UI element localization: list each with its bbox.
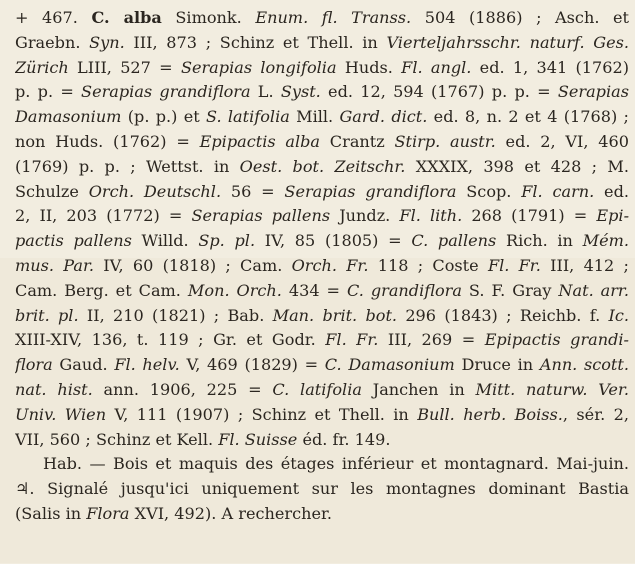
italic-citation: C. grandiflora: [347, 280, 462, 300]
text-run: III, 412 ;: [540, 255, 629, 275]
text-line: [15, 80, 629, 105]
text-run: XVI, 492). A rechercher.: [129, 503, 333, 523]
italic-citation: Zürich: [15, 57, 69, 77]
text-line: [15, 403, 629, 428]
italic-citation: Oest. bot. Zeitschr.: [239, 156, 406, 176]
text-run: ed. 8, n. 2 et 4 (1768) ;: [427, 107, 629, 127]
text-line: [15, 105, 629, 130]
species-name: C. alba: [91, 8, 162, 27]
italic-citation: C. Damasonium: [324, 355, 455, 375]
italic-citation: Vierteljahrsschr. naturf. Ges.: [386, 32, 629, 52]
text-line: [15, 229, 629, 254]
italic-citation: Fl. helv.: [114, 355, 180, 375]
italic-citation: Ann. scott.: [539, 355, 629, 375]
text-line: [15, 452, 629, 477]
text-run: Simonk.: [161, 8, 256, 27]
text-run: V, 469 (1829) =: [179, 355, 325, 375]
text-run: 268 (1791) =: [462, 206, 597, 226]
italic-citation: Serapias grandiflora: [284, 181, 457, 201]
italic-citation: Orch. Fr.: [291, 255, 369, 275]
text-run: III, 269 =: [378, 330, 485, 350]
text-run: 504 (1886) ; Asch. et: [411, 8, 629, 27]
italic-citation: Stirp. austr.: [394, 131, 496, 151]
text-run: p. p. =: [15, 82, 82, 102]
italic-citation: S. latifolia: [206, 107, 290, 127]
italic-citation: Flora: [86, 503, 130, 523]
text-run: Huds.: [336, 57, 402, 77]
italic-citation: Fl. Fr.: [325, 330, 379, 350]
italic-citation: flora: [15, 355, 53, 375]
text-run: VII, 560 ; Schinz et Kell.: [15, 429, 219, 449]
text-line: [15, 428, 629, 453]
italic-citation: C. pallens: [411, 231, 497, 251]
text-run: 118 ; Coste: [368, 255, 488, 275]
text-run: 296 (1843) ; Reichb. f.: [397, 305, 609, 325]
text-run: ann. 1906, 225 =: [92, 379, 273, 399]
text-line: [15, 130, 629, 155]
italic-citation: Bull. herb. Boiss.: [417, 404, 563, 424]
italic-citation: Fl. angl.: [401, 57, 472, 77]
text-run: XXXIX, 398 et 428 ; M.: [405, 156, 629, 176]
italic-citation: Mém.: [582, 231, 629, 251]
text-run: Cam. Berg. et Cam.: [15, 280, 188, 300]
text-run: (Salis in: [15, 503, 87, 523]
text-run: (1769) p. p. ; Wettst. in: [15, 156, 240, 176]
italic-citation: Univ. Wien: [15, 404, 107, 424]
text-run: ed. 1, 341 (1762): [471, 57, 629, 77]
text-run: Rich. in: [496, 231, 583, 251]
text-run: Hab. — Bois et maquis des étages inférieur et montagnard. Mai-juin.: [43, 454, 629, 474]
italic-citation: Damasonium: [15, 107, 122, 127]
text-run: Janchen in: [361, 379, 476, 399]
text-run: ed.: [594, 181, 629, 201]
italic-citation: C. latifolia: [272, 379, 362, 399]
italic-citation: Epipactis alba: [199, 131, 321, 151]
italic-citation: Fl. Suisse: [218, 429, 298, 449]
text-line: [15, 56, 629, 81]
text-run: + 467.: [15, 8, 92, 27]
text-run: ♃. Signalé jusqu'ici uniquement sur les montagnes dominant Bastia: [15, 479, 629, 499]
italic-citation: Epipactis grandi-: [484, 330, 629, 350]
text-line: [15, 6, 629, 31]
text-line: [15, 502, 629, 527]
text-run: Willd.: [131, 231, 199, 251]
italic-citation: Mitt. naturw. Ver.: [475, 379, 629, 399]
text-line: [15, 378, 629, 403]
text-run: LIII, 527 =: [68, 57, 181, 77]
text-run: XIII-XIV, 136, t. 119 ; Gr. et Godr.: [15, 330, 326, 350]
italic-citation: Serapias grandiflora: [81, 82, 251, 102]
italic-citation: Gard. dict.: [339, 107, 428, 127]
text-line: [15, 279, 629, 304]
text-run: 434 =: [281, 280, 348, 300]
text-run: éd. fr. 149.: [297, 429, 391, 449]
italic-citation: Enum. fl. Transs.: [255, 8, 412, 27]
italic-citation: Syst.: [280, 82, 321, 102]
text-line: [15, 328, 629, 353]
italic-citation: Syn.: [89, 32, 125, 52]
text-run: Mill.: [289, 107, 340, 127]
italic-citation: Fl. lith.: [399, 206, 463, 226]
italic-citation: Fl. Fr.: [487, 255, 541, 275]
italic-citation: Serapias pallens: [191, 206, 331, 226]
italic-citation: Sp. pl.: [198, 231, 256, 251]
italic-citation: Mon. Orch.: [187, 280, 282, 300]
text-line: [15, 155, 629, 180]
text-run: Crantz: [320, 131, 395, 151]
text-run: non Huds. (1762) =: [15, 131, 200, 151]
italic-citation: Epi-: [596, 206, 629, 226]
text-run: (p. p.) et: [121, 107, 207, 127]
text-run: S. F. Gray: [461, 280, 559, 300]
italic-citation: Ic.: [608, 305, 629, 325]
text-run: 2, II, 203 (1772) =: [15, 206, 192, 226]
text-run: V, 111 (1907) ; Schinz et Thell. in: [106, 404, 418, 424]
text-line: [15, 304, 629, 329]
text-run: ed. 2, VI, 460: [495, 131, 629, 151]
text-run: , sér. 2,: [562, 404, 629, 424]
text-run: III, 873 ; Schinz et Thell. in: [124, 32, 387, 52]
text-line: [15, 477, 629, 502]
text-run: L.: [250, 82, 281, 102]
italic-citation: pactis pallens: [15, 231, 132, 251]
italic-citation: nat. hist.: [15, 379, 93, 399]
italic-citation: Nat. arr.: [558, 280, 629, 300]
text-run: II, 210 (1821) ; Bab.: [78, 305, 273, 325]
text-line: [15, 353, 629, 378]
text-line: [15, 254, 629, 279]
text-run: Jundz.: [330, 206, 400, 226]
text-run: Scop.: [456, 181, 522, 201]
italic-citation: Fl. carn.: [521, 181, 595, 201]
italic-citation: Serapias longifolia: [180, 57, 337, 77]
text-run: Druce in: [454, 355, 540, 375]
text-line: [15, 31, 629, 56]
text-run: ed. 12, 594 (1767) p. p. =: [320, 82, 558, 102]
text-line: [15, 204, 629, 229]
italic-citation: Serapias: [557, 82, 629, 102]
text-run: Graebn.: [15, 32, 90, 52]
text-run: 56 =: [221, 181, 285, 201]
italic-citation: Man. brit. bot.: [272, 305, 398, 325]
italic-citation: mus. Par.: [15, 255, 95, 275]
text-run: Gaud.: [52, 355, 115, 375]
text-run: IV, 60 (1818) ; Cam.: [94, 255, 292, 275]
species-entry-c-alba: [15, 6, 629, 527]
text-run: Schulze: [15, 181, 89, 201]
italic-citation: Orch. Deutschl.: [88, 181, 222, 201]
text-line: [15, 180, 629, 205]
italic-citation: brit. pl.: [15, 305, 79, 325]
text-run: IV, 85 (1805) =: [255, 231, 412, 251]
